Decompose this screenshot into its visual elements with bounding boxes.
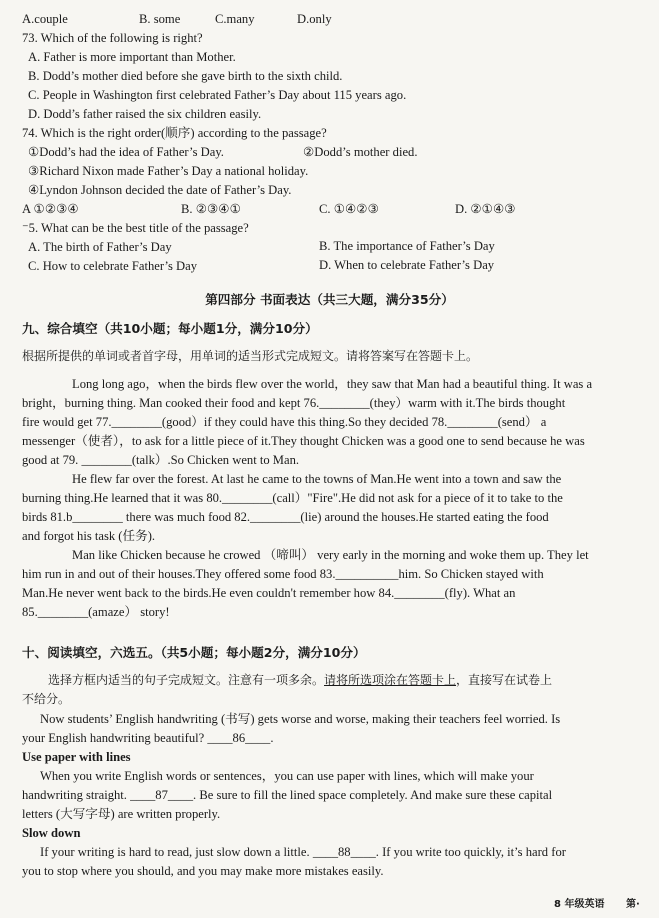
para2-line: you to stop where you should, and you may make more mistakes easily. xyxy=(22,864,384,878)
q74-option-a: A ①②③④ xyxy=(22,202,79,216)
q74-event-4: ④Lyndon Johnson decided the date of Father’s Day. xyxy=(28,183,292,197)
passage-line: He flew far over the forest. At last he came to the towns of Man.He went into a town and saw the xyxy=(72,472,562,486)
instruction-text-end: ，直接写在试卷上 xyxy=(456,673,553,687)
q74-stem: 74. Which is the right order(顺序) according to the passage? xyxy=(22,126,327,140)
para1-line: handwriting straight. ____87____. Be sure to fill the lined space completely. And make sure these capital xyxy=(22,788,553,802)
passage-line: burning thing.He learned that it was 80.________(call）"Fire".He did not ask for a piece of it to take to the xyxy=(22,491,563,505)
q72-option-a: A.couple xyxy=(22,12,68,26)
instruction-underlined: 请将所选项涂在答题卡上 xyxy=(324,673,457,687)
q72-option-b: B. some xyxy=(139,12,181,26)
passage-line: him run in and out of their houses.They offered some food 83.__________him. So Chicken stayed with xyxy=(22,567,544,581)
para2-line: If your writing is hard to read, just slow down a little. ____88____. If you write too quickly, it’s hard for xyxy=(40,845,566,859)
passage-line: Man.He never went back to the birds.He even couldn't remember how 84.________(fly). What an xyxy=(22,586,516,600)
footer-grade: 8 年级英语 xyxy=(554,899,605,910)
q75-option-a: A. The birth of Father’s Day xyxy=(28,240,172,254)
q73-option-a: A. Father is more important than Mother. xyxy=(28,50,236,64)
instruction-text: 选择方框内适当的句子完成短文。注意有一项多余。 xyxy=(48,673,325,687)
q75-stem: ⁻5. What can be the best title of the passage? xyxy=(22,221,249,235)
heading-slow-down: Slow down xyxy=(22,826,81,840)
para1-line: letters (大写字母) are written properly. xyxy=(22,807,221,821)
passage-line: bright，burning thing. Man cooked their food and kept 76.________(they）warm with it.The birds thought xyxy=(22,396,566,410)
q73-option-c: C. People in Washington first celebrated Father’s Day about 115 years ago. xyxy=(28,88,407,102)
passage-line: Long long ago，when the birds flew over the world，they saw that Man had a beautiful thing. It was a xyxy=(72,377,593,391)
passage-line: 85.________(amaze） story! xyxy=(22,605,170,619)
passage-line: birds 81.b________ there was much food 82.________(lie) around the houses.He started eating the food xyxy=(22,510,549,524)
q73-stem: 73. Which of the following is right? xyxy=(22,31,203,45)
q75-option-c: C. How to celebrate Father’s Day xyxy=(28,259,198,273)
passage-line: Man like Chicken because he crowed （啼叫） very early in the morning and woke them up. They let xyxy=(72,548,589,562)
passage-line: fire would get 77.________(good）if they could have this thing.So they decided 78.________(send） a xyxy=(22,415,547,429)
q75-option-d: D. When to celebrate Father’s Day xyxy=(319,258,495,272)
section10-instruction-1 xyxy=(48,671,552,689)
heading-use-paper: Use paper with lines xyxy=(22,750,131,764)
q74-option-d: D. ②①④③ xyxy=(455,202,516,216)
para1-line: When you write English words or sentences，you can use paper with lines, which will make your xyxy=(40,769,534,783)
footer-page: 第· xyxy=(626,899,640,910)
passage-line: good at 79. ________(talk）.So Chicken went to Man. xyxy=(22,453,300,467)
q74-event-2: ②Dodd’s mother died. xyxy=(303,145,418,159)
section10-intro-1: Now students’ English handwriting (书写) gets worse and worse, making their teachers feel worried. Is xyxy=(40,712,561,726)
q74-event-3: ③Richard Nixon made Father’s Day a national holiday. xyxy=(28,164,309,178)
section10-instruction-2: 不给分。 xyxy=(22,692,71,706)
section10-title: 十、阅读填空，六选五。（共5小题；每小题2分，满分10分） xyxy=(22,645,366,660)
passage-line: messenger（使者），to ask for a little piece of it.They thought Chicken was a good one to send because he was xyxy=(22,434,585,448)
q73-option-b: B. Dodd’s mother died before she gave birth to the sixth child. xyxy=(28,69,343,83)
q72-option-d: D.only xyxy=(297,12,332,26)
q74-event-1: ①Dodd’s had the idea of Father’s Day. xyxy=(28,145,224,159)
q73-option-d: D. Dodd’s father raised the six children easily. xyxy=(28,107,262,121)
section9-title: 九、综合填空（共10小题；每小题1分，满分10分） xyxy=(22,321,318,336)
q75-option-b: B. The importance of Father’s Day xyxy=(319,239,495,253)
q72-option-c: C.many xyxy=(215,12,255,26)
q74-option-c: C. ①④②③ xyxy=(319,202,379,216)
section9-instruction: 根据所提供的单词或者首字母，用单词的适当形式完成短文。请将答案写在答题卡上。 xyxy=(22,349,479,363)
q74-option-b: B. ②③④① xyxy=(181,202,241,216)
part4-title: 第四部分 书面表达（共三大题，满分35分） xyxy=(205,292,454,307)
passage-line: and forgot his task (任务). xyxy=(22,529,156,543)
section10-intro-2: your English handwriting beautiful? ____86____. xyxy=(22,731,274,745)
